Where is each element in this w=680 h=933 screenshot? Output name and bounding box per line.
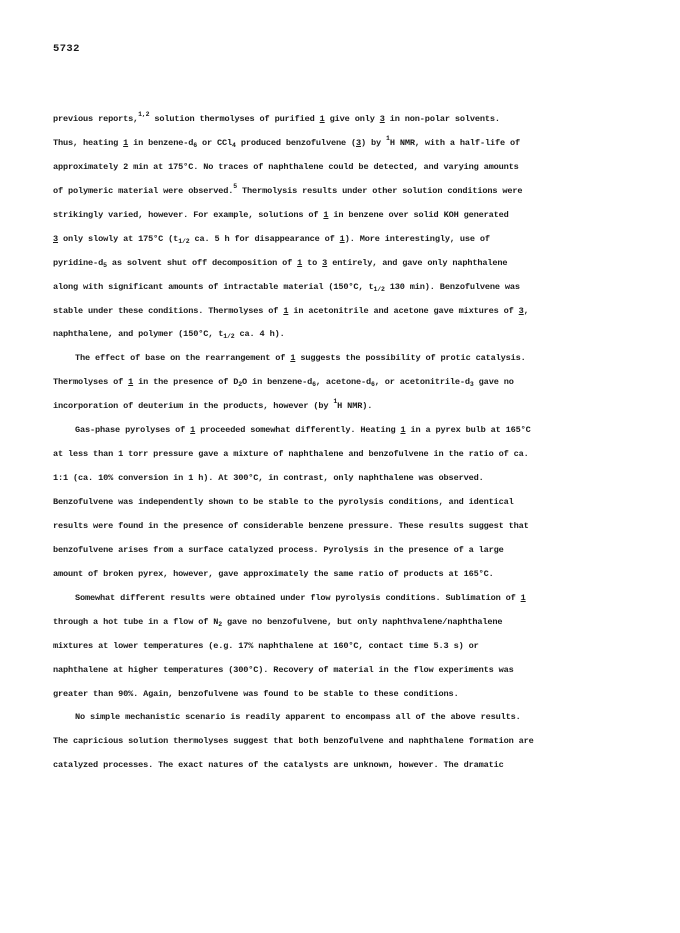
text-run: 130 min). Benzofulvene was (384, 281, 520, 292)
compound-number: 1 (400, 425, 406, 436)
text-run: ca. 5 h for disappearance of (189, 233, 340, 244)
superscript: 5 (233, 182, 238, 190)
text-line (53, 659, 633, 683)
text-run: solution thermolyses of purified (149, 114, 320, 124)
subscript: 6 (312, 381, 316, 389)
text-line (53, 395, 633, 419)
text-line (53, 491, 633, 515)
text-run: gave no benzofulvene, but only naphthvalene/naphthalene (222, 616, 503, 627)
subscript: 2 (218, 620, 222, 628)
text-run: Gas-phase pyrolyses of (75, 425, 191, 436)
text-line (53, 443, 633, 467)
compound-number: 3 (322, 257, 328, 268)
compound-number: 1 (290, 353, 296, 364)
text-line (53, 180, 633, 204)
text-run: gave no (473, 377, 514, 388)
text-run: Thermolysis results under other solution conditions were (237, 185, 523, 196)
text-line (53, 371, 633, 395)
text-run: naphthalene, and polymer (150°C, t (53, 329, 224, 340)
text-run: Thus, heating (53, 137, 124, 148)
text-run: greater than 90%. Again, benzofulvene was found to be stable to these conditions. (53, 688, 459, 699)
text-line (53, 108, 633, 132)
text-run: in non-polar solvents. (384, 114, 500, 124)
text-run: give only (324, 114, 380, 124)
compound-number: 1 (323, 209, 329, 220)
text-run: suggests the possibility of protic catalysis. (295, 353, 526, 364)
text-run: as solvent shut off decomposition of (106, 257, 298, 268)
text-line (53, 467, 633, 491)
text-run: , (523, 305, 529, 316)
page-number: 5732 (53, 43, 80, 55)
text-run: in a pyrex bulb at 165°C (405, 425, 531, 436)
text-line (53, 204, 633, 228)
superscript: 1 (386, 134, 390, 142)
compound-number: 3 (518, 305, 524, 316)
text-run: H NMR, with a half-life of (389, 137, 520, 148)
text-run: , or acetonitrile-d (374, 377, 470, 388)
text-line (53, 539, 633, 563)
body-text (53, 108, 633, 778)
text-run: in benzene-d (128, 137, 194, 148)
text-line (53, 587, 633, 611)
text-line (53, 754, 633, 778)
text-line (53, 515, 633, 539)
subscript: 6 (371, 381, 375, 389)
subscript: 1/2 (223, 333, 235, 341)
subscript: 1/2 (178, 237, 190, 245)
text-run: Benzofulvene was independently shown to be stable to the pyrolysis conditions, and identical (53, 497, 514, 507)
compound-number: 3 (379, 114, 385, 124)
text-line (53, 228, 633, 252)
compound-number: 1 (283, 305, 289, 316)
text-run: O in benzene-d (242, 377, 313, 388)
text-run: in the presence of D (133, 377, 239, 388)
subscript: 3 (469, 381, 474, 389)
text-run: naphthalene at higher temperatures (300°C). Recovery of material in the flow experiments was (53, 664, 514, 675)
text-run: mixtures at lower temperatures (e.g. 17% naphthalene at 160°C, contact time 5.3 s) or (53, 640, 479, 651)
compound-number: 3 (355, 137, 361, 148)
text-line (53, 419, 633, 443)
text-run: pyridine-d (53, 257, 104, 268)
text-run: ) by (361, 137, 387, 148)
text-run: results were found in the presence of considerable benzene pressure. These results suggest that (53, 520, 529, 531)
text-line (53, 347, 633, 371)
compound-number: 1 (123, 137, 129, 148)
compound-number: 1 (190, 425, 196, 436)
text-line (53, 252, 633, 276)
text-run: produced benzofulvene ( (235, 137, 356, 148)
subscript: 2 (238, 381, 243, 389)
text-run: through a hot tube in a flow of N (53, 616, 219, 627)
text-run: , acetone-d (315, 377, 371, 388)
text-run: of polymeric material were observed. (53, 185, 234, 196)
text-run: The capricious solution thermolyses suggest that both benzofulvene and naphthalene formation are (53, 736, 534, 747)
text-run: strikingly varied, however. For example, solutions of (53, 209, 324, 220)
text-line (53, 276, 633, 300)
text-run: Somewhat different results were obtained under flow pyrolysis conditions. Sublimation of (75, 592, 521, 603)
superscript: 1,2 (138, 111, 150, 118)
text-run: incorporation of deuterium in the products, however (by (53, 401, 334, 412)
text-run: ). More interestingly, use of (344, 233, 490, 244)
text-run: in acetonitrile and acetone gave mixtures of (288, 305, 519, 316)
subscript: 1/2 (373, 285, 385, 293)
text-line (53, 706, 633, 730)
text-line (53, 635, 633, 659)
text-run: No simple mechanistic scenario is readily apparent to encompass all of the above results. (75, 712, 521, 723)
subscript: 6 (193, 141, 197, 149)
compound-number: 1 (319, 114, 325, 124)
text-line (53, 683, 633, 707)
compound-number: 1 (128, 377, 134, 388)
text-run: or CCl (196, 137, 233, 148)
text-run: only slowly at 175°C (t (58, 233, 179, 244)
text-run: previous reports, (53, 114, 139, 124)
text-line (53, 611, 633, 635)
text-run: along with significant amounts of intractable material (150°C, t (53, 281, 374, 292)
text-run: ca. 4 h). (234, 329, 285, 340)
text-run: H NMR). (337, 401, 373, 412)
text-run: in benzene over solid KOH generated (328, 209, 509, 220)
text-run: benzofulvene arises from a surface catalyzed process. Pyrolysis in the presence of a large (53, 544, 504, 555)
text-run: entirely, and gave only naphthalene (327, 257, 508, 268)
text-run: The effect of base on the rearrangement of (75, 353, 291, 364)
compound-number: 1 (297, 257, 303, 268)
compound-number: 3 (53, 233, 59, 244)
text-line (53, 563, 633, 587)
compound-number: 1 (520, 592, 526, 603)
text-run: 1:1 (ca. 10% conversion in 1 h). At 300°C, in contrast, only naphthalene was observed. (53, 473, 484, 484)
text-line (53, 323, 633, 347)
text-run: Thermolyses of (53, 377, 129, 388)
superscript: 1 (333, 398, 338, 406)
compound-number: 1 (339, 233, 345, 244)
text-run: to (302, 257, 323, 268)
text-line (53, 300, 633, 324)
text-run: catalyzed processes. The exact natures of the catalysts are unknown, however. The dramatic (53, 760, 504, 771)
text-line (53, 132, 633, 156)
text-line (53, 156, 633, 180)
subscript: 5 (103, 261, 107, 269)
text-line (53, 730, 633, 754)
text-run: at less than 1 torr pressure gave a mixture of naphthalene and benzofulvene in the ratio of ca. (53, 449, 529, 460)
subscript: 4 (232, 141, 236, 149)
text-run: approximately 2 min at 175°C. No traces of naphthalene could be detected, and varying amounts (53, 161, 519, 172)
text-run: stable under these conditions. Thermolyses of (53, 305, 284, 316)
text-run: amount of broken pyrex, however, gave approximately the same ratio of products at 165°C. (53, 568, 494, 579)
text-run: proceeded somewhat differently. Heating (195, 425, 401, 436)
